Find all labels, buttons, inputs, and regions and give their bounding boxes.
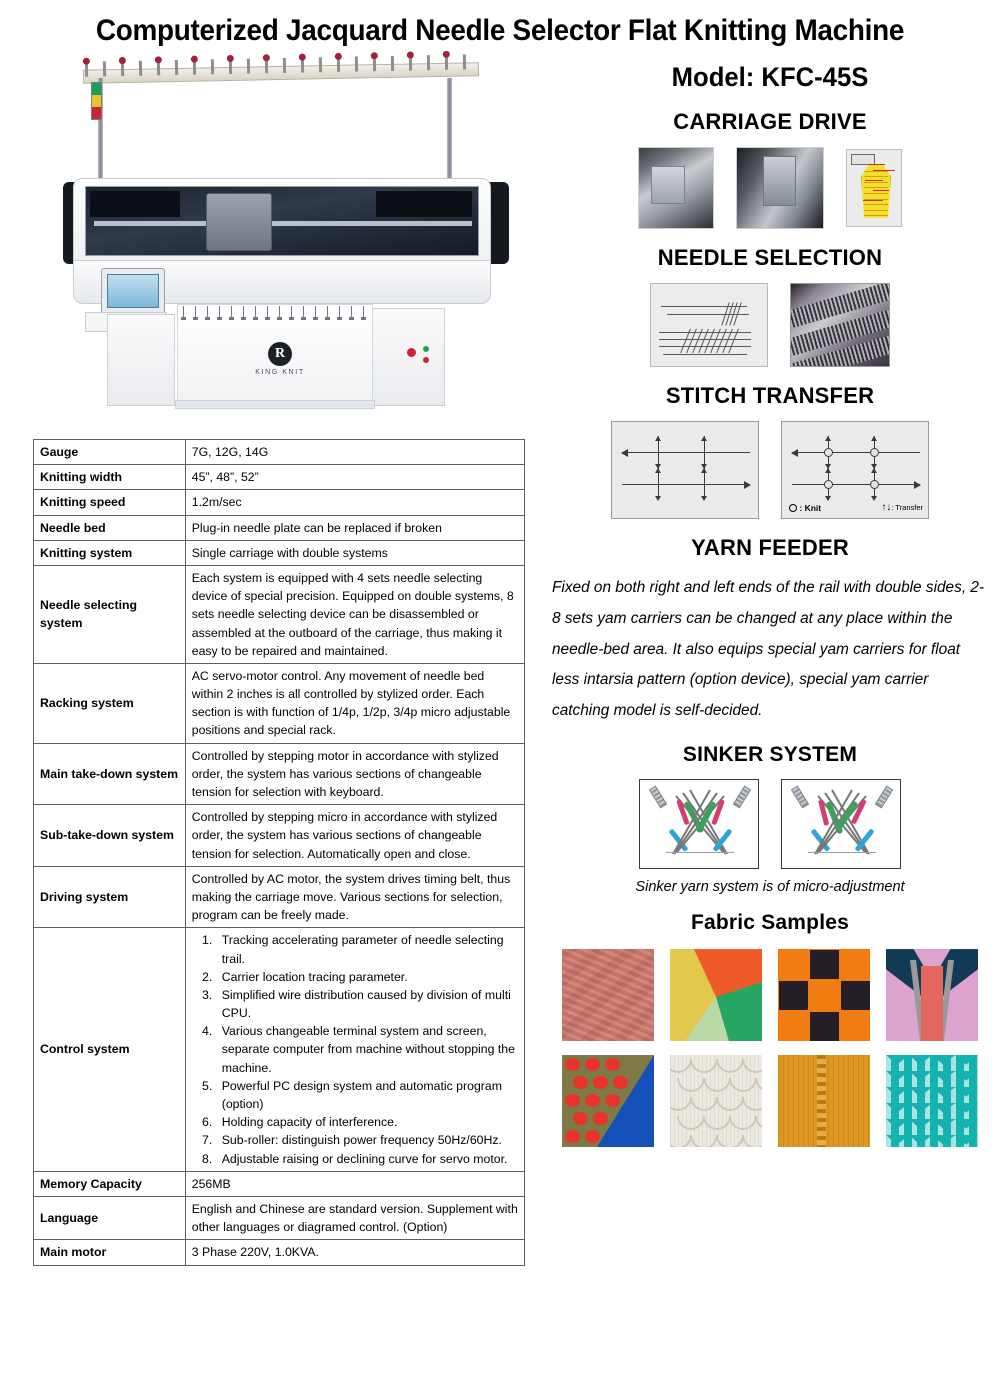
transfer-arrowhead	[825, 468, 831, 473]
yarn-peg	[229, 59, 232, 74]
page-title: Computerized Jacquard Needle Selector Flat Knitting Machine	[95, 14, 905, 47]
spec-value: AC servo-motor control. Any movement of needle bed within 2 inches is all controlled by stylized order. Each section is with function of 1/4p, 1/2p, 3/4p micro adjustable positions and special rack.	[185, 663, 524, 743]
yarn-cone-icon	[191, 56, 198, 63]
take-down-hook	[243, 306, 244, 320]
spec-value: 1.2m/sec	[185, 490, 524, 515]
stitch-transfer-images	[540, 421, 1000, 519]
needle-line	[659, 339, 751, 340]
direction-arrowhead	[744, 481, 751, 489]
list-item: 3. Simplified wire distribution caused by division of multi CPU.	[216, 986, 518, 1022]
scallop-arc	[729, 1078, 757, 1092]
chevron-row	[886, 1087, 978, 1103]
scallop-arc	[690, 1059, 718, 1073]
spec-label: Main motor	[34, 1240, 186, 1265]
spec-label: Control system	[34, 928, 186, 1171]
transfer-arrowhead	[655, 496, 661, 501]
transfer-arrowhead	[825, 496, 831, 501]
needle-selection-photo	[790, 283, 890, 367]
motor-link-arrow	[869, 164, 885, 165]
rose-motif	[605, 1094, 620, 1107]
brand-badge	[55, 342, 505, 376]
scallop-arc	[729, 1116, 757, 1130]
scallop-arc	[670, 1135, 692, 1147]
spec-value: Plug-in needle plate can be replaced if broken	[185, 515, 524, 540]
rose-motif	[585, 1130, 600, 1143]
knit-stitch-marker	[824, 448, 833, 457]
yarn-peg	[85, 62, 88, 77]
take-down-hook	[303, 306, 304, 320]
hook-tip	[205, 317, 210, 320]
take-down-hook	[195, 306, 196, 320]
take-down-hook	[183, 306, 184, 320]
hook-tip	[217, 317, 222, 320]
needle-line	[659, 346, 751, 347]
knit-row-line	[864, 176, 888, 177]
scallop-arc	[670, 1097, 692, 1111]
take-down-hook	[327, 306, 328, 320]
yarn-peg	[211, 59, 214, 74]
carriage-drive-diagram	[846, 149, 902, 227]
model-number: Model: KFC-45S	[671, 62, 869, 92]
table-row	[34, 663, 525, 743]
table-row	[34, 540, 525, 565]
sinker-base-line	[808, 852, 876, 853]
yarn-peg	[265, 58, 268, 73]
take-down-hook	[207, 306, 208, 320]
yarn-feeder-body: Fixed on both right and left ends of the rail with double sides, 2-8 sets yam carriers can be changed at any place within the needle-bed area. It also equips special yam carriers for float less intarsia pattern (option device), special yam carrier catching model is self-decided.	[552, 579, 985, 720]
take-down-hook	[255, 306, 256, 320]
sinker-system-heading: SINKER SYSTEM	[682, 743, 858, 767]
spec-label: Needle selecting system	[34, 565, 186, 663]
spec-value: Single carriage with double systems	[185, 540, 524, 565]
sinker-diagram-2	[781, 779, 901, 869]
hook-tip	[337, 317, 342, 320]
hook-tip	[193, 317, 198, 320]
rose-motif	[593, 1076, 608, 1089]
fabric-swatch-gold-cable	[778, 1055, 870, 1147]
scallop-arc	[690, 1097, 718, 1111]
yarn-peg	[247, 59, 250, 74]
spec-label: Racking system	[34, 663, 186, 743]
transfer-arrowhead	[871, 468, 877, 473]
scallop-arc	[742, 1135, 762, 1147]
take-down-hook	[363, 306, 364, 320]
scallop-arc	[716, 1059, 744, 1073]
knit-path-arrow	[873, 190, 889, 191]
scallop-arc	[703, 1078, 731, 1092]
stitch-direction-line	[622, 452, 750, 453]
window-dark-left	[90, 191, 180, 217]
scallop-arc	[677, 1078, 705, 1092]
king-knit-logo-icon: R	[268, 342, 292, 366]
fabric-swatch-red-rose-floral	[562, 1055, 654, 1147]
table-row	[34, 490, 525, 515]
transfer-arrowhead	[871, 496, 877, 501]
transfer-arrowhead	[701, 468, 707, 473]
needle-selection-diagram	[650, 283, 768, 367]
yarn-peg	[319, 57, 322, 72]
yarn-cone-icon	[155, 56, 162, 63]
emergency-stop-button[interactable]	[407, 348, 416, 357]
take-down-hook	[315, 306, 316, 320]
knit-row-line	[864, 210, 888, 211]
yarn-cone-icon	[119, 57, 126, 64]
hook-tip	[241, 317, 246, 320]
transfer-arrowhead	[825, 436, 831, 441]
list-item: 4. Various changeable terminal system and screen, separate computer from machine without stopping the machine.	[216, 1022, 518, 1077]
vneck-panel	[921, 966, 943, 1041]
knit-stitch-marker	[870, 448, 879, 457]
rose-motif	[565, 1058, 580, 1071]
transfer-arrowhead	[701, 496, 707, 501]
machine-buttons[interactable]	[407, 346, 433, 372]
take-down-hook	[351, 306, 352, 320]
sweater-knit-path-icon	[861, 164, 891, 220]
yarn-peg	[139, 61, 142, 76]
spec-label: Driving system	[34, 866, 186, 928]
spec-label: Needle bed	[34, 515, 186, 540]
knit-path-arrow	[873, 170, 895, 171]
hook-tip	[265, 317, 270, 320]
sinker-needle-butt	[733, 786, 751, 809]
take-down-hook	[231, 306, 232, 320]
spec-value	[185, 928, 524, 1171]
spec-label: Knitting width	[34, 465, 186, 490]
sinker-caption: Sinker yarn system is of micro-adjustment	[635, 879, 905, 896]
yarn-peg	[427, 55, 430, 70]
rose-motif	[585, 1094, 600, 1107]
take-down-hooks	[183, 306, 367, 322]
check-square	[779, 981, 808, 1010]
chevron-row	[886, 1103, 978, 1119]
stitch-direction-line	[622, 484, 750, 485]
specification-table	[33, 439, 525, 1266]
table-row	[34, 440, 525, 465]
rose-motif	[573, 1112, 588, 1125]
table-row	[34, 565, 525, 663]
hook-tip	[349, 317, 354, 320]
needle-selection-images	[540, 283, 1000, 367]
needle-line	[663, 354, 747, 355]
carriage-head	[206, 193, 272, 251]
spec-label: Main take-down system	[34, 743, 186, 805]
needle-selection-heading: NEEDLE SELECTION	[657, 245, 883, 270]
sinker-system-images	[540, 779, 1000, 869]
scallop-arc	[755, 1078, 762, 1092]
brand-name: KING KNIT	[255, 369, 305, 376]
knit-stitch-marker	[824, 480, 833, 489]
take-down-hook	[267, 306, 268, 320]
knit-row-line	[864, 182, 888, 183]
spec-value: 45”, 48”, 52”	[185, 465, 524, 490]
list-item: 7. Sub-roller: distinguish power frequency 50Hz/60Hz.	[216, 1131, 518, 1149]
fabric-swatch-orange-black-check	[778, 949, 870, 1041]
direction-arrowhead	[914, 481, 921, 489]
legend-transfer	[881, 502, 923, 513]
yarn-peg	[175, 60, 178, 75]
hook-tip	[181, 317, 186, 320]
yarn-peg	[355, 57, 358, 72]
hook-tip	[289, 317, 294, 320]
direction-arrowhead	[621, 449, 628, 457]
table-row	[34, 515, 525, 540]
knit-path-arrow	[865, 180, 883, 181]
yarn-peg	[463, 54, 466, 69]
take-down-hook	[339, 306, 340, 320]
spec-value: English and Chinese are standard version. Supplement with other languages or diagramed control. (Option)	[185, 1196, 524, 1239]
yarn-peg	[301, 58, 304, 73]
stitch-transfer-diagram-2	[781, 421, 929, 519]
stitch-transfer-diagram-1	[611, 421, 759, 519]
transfer-arrows-icon: ↑↓	[881, 502, 892, 513]
hook-tip	[253, 317, 258, 320]
legend-knit-label: : Knit	[799, 503, 822, 513]
rose-motif	[565, 1094, 580, 1107]
scallop-arc	[755, 1116, 762, 1130]
hook-tip	[229, 317, 234, 320]
legend-knit	[789, 503, 821, 513]
spec-value: 256MB	[185, 1171, 524, 1196]
spec-label: Language	[34, 1196, 186, 1239]
spec-label: Gauge	[34, 440, 186, 465]
list-item: 5. Powerful PC design system and automatic program (option)	[216, 1077, 518, 1113]
scallop-arc	[716, 1097, 744, 1111]
spec-value: Controlled by AC motor, the system drives timing belt, thus making the carriage move. Various sections for selection, program can be freely made.	[185, 866, 524, 928]
table-row	[34, 805, 525, 867]
carriage-drive-images	[540, 147, 1000, 229]
signal-tower-light	[91, 82, 102, 120]
yarn-peg	[283, 58, 286, 73]
yarn-cone-icon	[299, 54, 306, 61]
table-row	[34, 928, 525, 1171]
cable-column	[817, 1055, 826, 1147]
list-item: 8. Adjustable raising or declining curve for servo motor.	[216, 1150, 518, 1168]
yarn-feeder-heading: YARN FEEDER	[691, 535, 849, 560]
sinker-diagram-1	[639, 779, 759, 869]
window-dark-right	[376, 191, 472, 217]
fabric-swatch-cream-scallop	[670, 1055, 762, 1147]
yarn-peg	[157, 60, 160, 75]
spec-label: Memory Capacity	[34, 1171, 186, 1196]
stitch-transfer-heading: STITCH TRANSFER	[665, 383, 875, 408]
spec-label: Sub-take-down system	[34, 805, 186, 867]
yarn-cone-icon	[443, 51, 450, 58]
hook-tip	[361, 317, 366, 320]
yarn-peg	[121, 61, 124, 76]
yarn-peg	[391, 56, 394, 71]
scallop-arc	[742, 1097, 762, 1111]
fabric-samples-heading: Fabric Samples	[690, 911, 850, 935]
right-column	[540, 48, 1000, 1266]
left-column	[0, 48, 540, 1266]
control-panel[interactable]	[101, 268, 165, 314]
stitch-direction-line	[792, 484, 920, 485]
fabric-swatch-geometric-color-block	[670, 949, 762, 1041]
yarn-cone-icon	[407, 51, 414, 58]
carriage-drive-photo-2	[736, 147, 824, 229]
rose-motif	[605, 1058, 620, 1071]
spec-value: Each system is equipped with 4 sets needle selecting device of special precision. Equipped on double systems, 8 sets needle selecting device can be disassembled or assembled at the outboard of the carriage, thus making it easy to be repaired and maintained.	[185, 565, 524, 663]
chevron-row	[886, 1055, 978, 1071]
list-item: 1. Tracking accelerating parameter of needle selecting trail.	[216, 931, 518, 967]
check-square	[841, 981, 870, 1010]
rose-motif	[573, 1076, 588, 1089]
fabric-samples-grid	[540, 949, 1000, 1147]
spec-value: 7G, 12G, 14G	[185, 440, 524, 465]
scallop-arc	[670, 1059, 692, 1073]
knit-row-line	[864, 204, 888, 205]
yarn-cone-icon	[335, 53, 342, 60]
page-columns	[0, 48, 1000, 1266]
spec-label: Knitting system	[34, 540, 186, 565]
table-row	[34, 465, 525, 490]
direction-arrowhead	[791, 449, 798, 457]
flat-knitting-machine-illustration	[55, 56, 505, 426]
yarn-peg	[373, 56, 376, 71]
table-row	[34, 866, 525, 928]
take-down-hook	[219, 306, 220, 320]
transfer-arrowhead	[655, 468, 661, 473]
list-item: 2. Carrier location tracing parameter.	[216, 968, 518, 986]
knit-row-line	[864, 187, 888, 188]
sweater-body	[861, 164, 891, 220]
yarn-peg	[193, 60, 196, 75]
hook-tip	[313, 317, 318, 320]
control-system-list	[192, 931, 518, 1167]
transfer-arrowhead	[871, 436, 877, 441]
yarn-peg	[409, 55, 412, 70]
scallop-arc	[677, 1116, 705, 1130]
yarn-cone-icon	[263, 54, 270, 61]
chevron-row	[886, 1135, 978, 1147]
spec-value: Controlled by stepping motor in accordance with stylized order, the system has various sections of changeable tension for selection with keyboard.	[185, 743, 524, 805]
spec-value: 3 Phase 220V, 1.0KVA.	[185, 1240, 524, 1265]
sinker-needle-butt	[875, 786, 893, 809]
scallop-arc	[690, 1135, 718, 1147]
yarn-peg	[103, 61, 106, 76]
right-post	[447, 78, 452, 186]
hook-tip	[325, 317, 330, 320]
scallop-arc	[716, 1135, 744, 1147]
machine-base	[175, 400, 375, 409]
yarn-cone-icon	[371, 52, 378, 59]
scallop-arc	[703, 1116, 731, 1130]
table-row	[34, 1196, 525, 1239]
yarn-peg	[337, 57, 340, 72]
yarn-cone-icon	[83, 58, 90, 65]
knit-path-arrow	[863, 200, 883, 201]
yarn-peg	[445, 55, 448, 70]
check-square	[810, 1012, 839, 1041]
knit-row-line	[864, 215, 888, 216]
rose-motif	[593, 1112, 608, 1125]
power-indicator-red	[423, 357, 429, 363]
sinker-needle-butt	[649, 786, 667, 809]
take-down-hook	[279, 306, 280, 320]
check-square	[810, 950, 839, 979]
hook-tip	[277, 317, 282, 320]
power-indicator-green	[423, 346, 429, 352]
fabric-swatch-pink-v-neck	[886, 949, 978, 1041]
fabric-swatch-salmon-textured	[562, 949, 654, 1041]
rose-motif	[613, 1076, 628, 1089]
control-panel-screen[interactable]	[107, 274, 159, 308]
stitch-direction-line	[792, 452, 920, 453]
scallop-arc	[742, 1059, 762, 1073]
transfer-arrowhead	[655, 436, 661, 441]
hook-tip	[301, 317, 306, 320]
carriage-rail	[94, 221, 472, 226]
carriage-drive-photo-1	[638, 147, 714, 229]
yarn-cone-icon	[227, 55, 234, 62]
sinker-needle-butt	[791, 786, 809, 809]
knit-row-line	[864, 193, 888, 194]
machine-photo	[0, 48, 540, 433]
legend-transfer-label: : Transfer	[891, 503, 923, 512]
carriage-window	[85, 186, 479, 256]
rose-motif	[565, 1130, 580, 1143]
spec-label: Knitting speed	[34, 490, 186, 515]
rose-motif	[585, 1058, 600, 1071]
carriage-drive-heading: CARRIAGE DRIVE	[673, 109, 867, 134]
table-row	[34, 1171, 525, 1196]
chevron-row	[886, 1071, 978, 1087]
transfer-arrowhead	[701, 436, 707, 441]
knit-circle-icon	[789, 504, 797, 512]
take-down-hook	[291, 306, 292, 320]
table-row	[34, 1240, 525, 1265]
fabric-swatch-teal-chevron-lace	[886, 1055, 978, 1147]
knit-stitch-marker	[870, 480, 879, 489]
chevron-row	[886, 1119, 978, 1135]
table-row	[34, 743, 525, 805]
sinker-base-line	[666, 852, 734, 853]
list-item: 6. Holding capacity of interference.	[216, 1113, 518, 1131]
spec-value: Controlled by stepping micro in accordance with stylized order, the system has various sections of changeable tension for selection. Automatically open and close.	[185, 805, 524, 867]
